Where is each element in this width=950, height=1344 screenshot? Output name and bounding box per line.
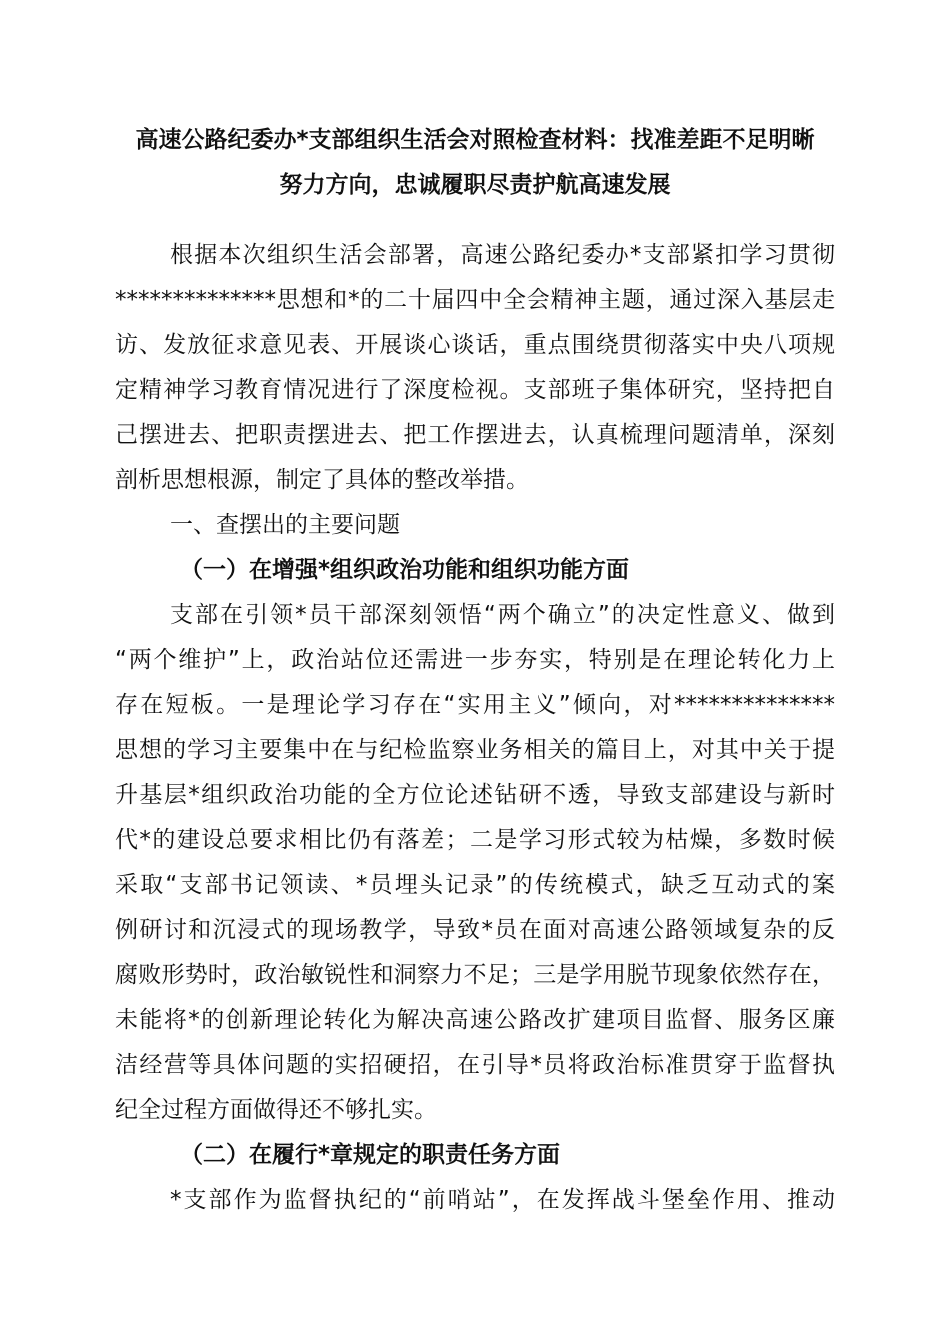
body-line: 未能将*的创新理论转化为解决高速公路改扩建项目监督、服务区廉	[115, 1007, 835, 1033]
subsection-heading-2: （二）在履行*章规定的职责任务方面	[180, 1142, 561, 1168]
body-line: 存在短板。一是理论学习存在“实用主义”倾向，对**************	[115, 692, 835, 718]
document-title-line-1: 高速公路纪委办*支部组织生活会对照检查材料：找准差距不足明晰	[135, 127, 815, 153]
body-line: 支部在引领*员干部深刻领悟“两个确立”的决定性意义、做到	[170, 602, 835, 628]
body-line: 采取“支部书记领读、*员埋头记录”的传统模式，缺乏互动式的案	[115, 872, 835, 898]
body-line: 思想的学习主要集中在与纪检监察业务相关的篇目上，对其中关于提	[115, 737, 835, 763]
intro-line: 访、发放征求意见表、开展谈心谈话，重点围绕贯彻落实中央八项规	[115, 332, 835, 358]
subsection-heading-1: （一）在增强*组织政治功能和组织功能方面	[180, 557, 630, 583]
body-line: 代*的建设总要求相比仍有落差；二是学习形式较为枯燥，多数时候	[115, 827, 835, 853]
intro-line: 定精神学习教育情况进行了深度检视。支部班子集体研究，坚持把自	[115, 377, 835, 403]
body-line: 升基层*组织政治功能的全方位论述钻研不透，导致支部建设与新时	[115, 782, 835, 808]
intro-line: 根据本次组织生活会部署，高速公路纪委办*支部紧扣学习贯彻	[170, 242, 835, 268]
body-line: “两个维护”上，政治站位还需进一步夯实，特别是在理论转化力上	[115, 647, 835, 673]
body-line: *支部作为监督执纪的“前哨站”，在发挥战斗堡垒作用、推动	[170, 1187, 835, 1213]
section-heading-problems: 一、查摆出的主要问题	[170, 512, 400, 538]
body-line: 例研讨和沉浸式的现场教学，导致*员在面对高速公路领域复杂的反	[115, 917, 835, 943]
intro-line: 剖析思想根源，制定了具体的整改举措。	[115, 467, 529, 493]
intro-line: 己摆进去、把职责摆进去、把工作摆进去，认真梳理问题清单，深刻	[115, 422, 835, 448]
body-line: 腐败形势时，政治敏锐性和洞察力不足；三是学用脱节现象依然存在，	[115, 962, 835, 988]
body-line: 洁经营等具体问题的实招硬招，在引导*员将政治标准贯穿于监督执	[115, 1052, 835, 1078]
document-title-line-2: 努力方向，忠诚履职尽责护航高速发展	[279, 172, 671, 198]
body-line: 纪全过程方面做得还不够扎实。	[115, 1097, 437, 1123]
intro-line: **************思想和*的二十届四中全会精神主题，通过深入基层走	[115, 287, 835, 313]
